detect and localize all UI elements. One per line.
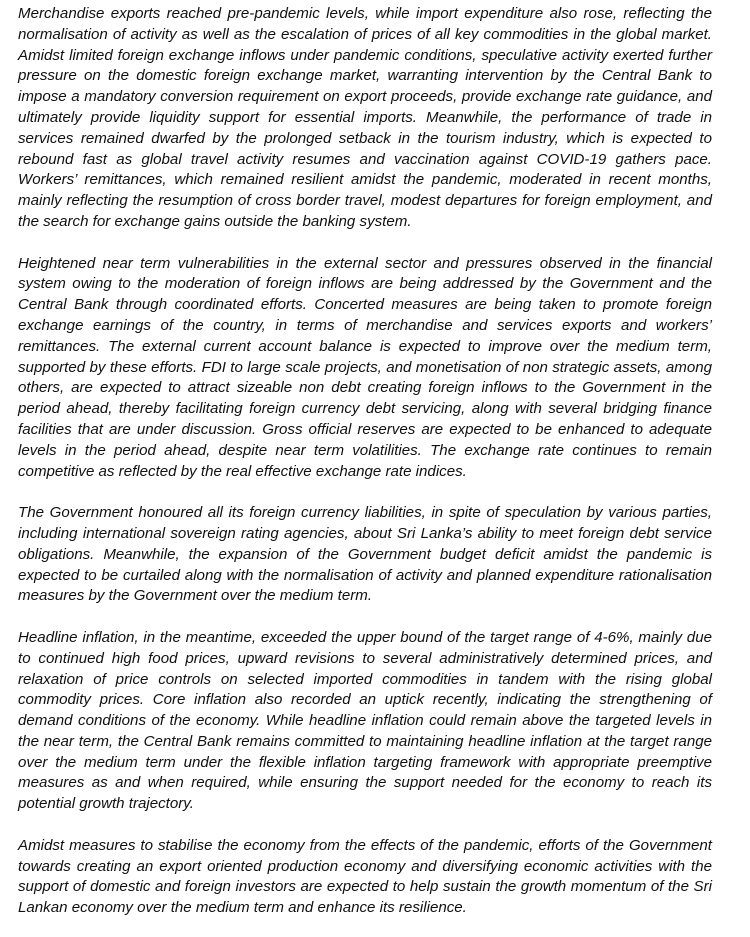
- paragraph-government-liabilities: The Government honoured all its foreign currency liabilities, in spite of speculation by various parties, including international sovereign rating agencies, about Sri Lanka’s ability to meet foreign debt service obligations. Meanwhile, the expansion of the Government budget deficit amidst the pandemic is expected to be curtailed along with the normalisation of activity and planned expenditure rationalisation measures by the Government over the medium term.: [18, 504, 712, 605]
- paragraph-external-vulnerabilities: Heightened near term vulnerabilities in the external sector and pressures observed in the financial system owing to the moderation of foreign inflows are being addressed by the Government and the Central Bank through coordinated efforts. Concerted measures are being taken to promote foreign exchange earnings of the country, in terms of merchandise and services exports and workers’ remittances. The external current account balance is expected to improve over the medium term, supported by these efforts. FDI to large scale projects, and monetisation of non strategic assets, among others, are expected to attract sizeable non debt creating foreign inflows to the Government in the period ahead, thereby facilitating foreign currency debt servicing, along with several bridging finance facilities that are under discussion. Gross official reserves are expected to be enhanced to adequate levels in the period ahead, despite near term volatilities. The exchange rate continues to remain competitive as reflected by the real effective exchange rate indices.: [18, 254, 712, 480]
- paragraph-headline-inflation: Headline inflation, in the meantime, exceeded the upper bound of the target range of 4-6%, mainly due to continued high food prices, upward revisions to several administratively determined prices, and relaxation of price controls on selected imported commodities in tandem with the rising global commodity prices. Core inflation also recorded an uptick recently, indicating the strengthening of demand conditions of the economy. While headline inflation could remain above the targeted levels in the near term, the Central Bank remains committed to maintaining headline inflation at the target range over the medium term under the flexible inflation targeting framework with appropriate preemptive measures as and when required, while ensuring the support needed for the economy to reach its potential growth trajectory.: [18, 628, 712, 813]
- paragraph-economic-stabilisation: Amidst measures to stabilise the economy from the effects of the pandemic, efforts of the Government towards creating an export oriented production economy and diversifying economic activities with the support of domestic and foreign investors are expected to help sustain the growth momentum of the Sri Lankan economy over the medium term and enhance its resilience.: [18, 836, 712, 917]
- document-body: [18, 4, 712, 919]
- paragraph-merchandise-exports: Merchandise exports reached pre-pandemic levels, while import expenditure also rose, reflecting the normalisation of activity as well as the escalation of prices of all key commodities in the global market. Amidst limited foreign exchange inflows under pandemic conditions, speculative activity exerted further pressure on the domestic foreign exchange market, warranting intervention by the Central Bank to impose a mandatory conversion requirement on export proceeds, provide exchange rate guidance, and ultimately provide liquidity support for essential imports. Meanwhile, the performance of trade in services remained dwarfed by the prolonged setback in the tourism industry, which is expected to rebound fast as global travel activity resumes and vaccination against COVID-19 gathers pace. Workers’ remittances, which remained resilient amidst the pandemic, moderated in recent months, mainly reflecting the resumption of cross border travel, modest departures for foreign employment, and the search for exchange gains outside the banking system.: [18, 5, 712, 230]
